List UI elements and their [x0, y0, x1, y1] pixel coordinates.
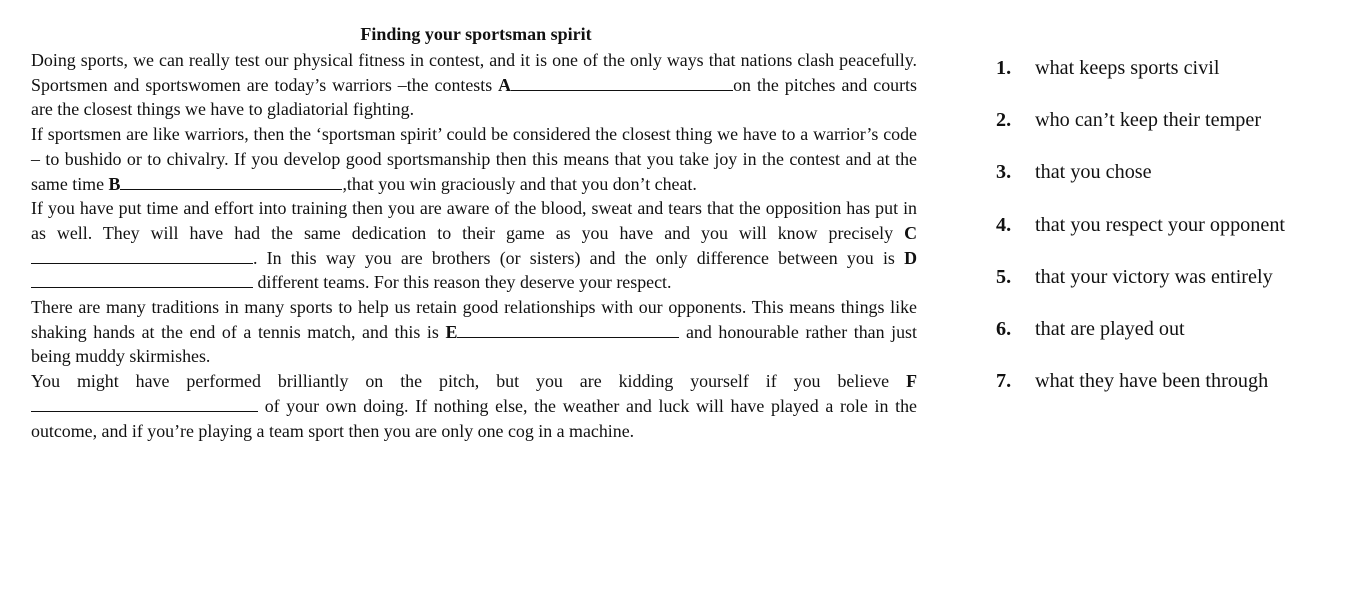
option-item: [996, 264, 1346, 316]
paragraph-text: You might have performed brilliantly on the pitch, but you are kidding yourself if you believe: [31, 371, 907, 392]
option-number: 6.: [996, 317, 1012, 340]
paragraph-text: on the pitches and courts are the closest things we have to gladiatorial fighting.: [31, 74, 917, 120]
gap-blank-d[interactable]: [31, 270, 253, 288]
option-text: that you chose: [1035, 161, 1152, 184]
gap-blank-b[interactable]: [120, 172, 342, 190]
option-text: that your victory was entirely: [1035, 265, 1273, 288]
paragraph-4: [31, 295, 917, 369]
gap-label-c: C: [904, 222, 917, 243]
gap-label-b: B: [108, 173, 121, 194]
paragraph-text: If you have put time and effort into training then you are aware of the blood, sweat and tears that the opposition has put in as well. They will have had the same dedication to their game as you have and you will know precisely: [31, 198, 917, 243]
option-item: [996, 316, 1346, 368]
option-item: [996, 212, 1346, 264]
paragraph-text: Doing sports, we can really test our physical fitness in contest, and it is one of the only ways that nations clash peacefully. Sportsmen and sportswomen are today’s warriors –the contests: [31, 50, 917, 95]
paragraph-text: There are many traditions in many sports to help us retain good relationships with our opponents. This means things like shaking hands at the end of a tennis match, and this is: [31, 297, 917, 342]
options-list: [996, 55, 1346, 420]
option-number: 7.: [996, 370, 1012, 393]
option-number: 2.: [996, 109, 1012, 132]
gap-blank-c[interactable]: [31, 246, 253, 264]
option-item: [996, 55, 1346, 107]
gap-blank-e[interactable]: [457, 320, 679, 338]
article-title: Finding your sportsman spirit: [360, 24, 592, 44]
paragraph-2: [31, 122, 917, 196]
paragraph-text: . In this way you are brothers (or sisters) and the only difference between you is: [253, 247, 905, 268]
option-item: [996, 107, 1346, 159]
option-text: that you respect your opponent: [1035, 213, 1286, 236]
paragraph-text: ,that you win graciously and that you don’t cheat.: [342, 173, 697, 194]
option-text: who can’t keep their temper: [1035, 109, 1262, 132]
gap-label-e: E: [445, 321, 458, 342]
article: [31, 23, 917, 443]
option-text: what they have been through: [1035, 370, 1269, 393]
gap-blank-f[interactable]: [31, 394, 258, 412]
gap-label-d: D: [904, 247, 917, 268]
option-number: 4.: [996, 213, 1012, 236]
option-text: what keeps sports civil: [1035, 57, 1220, 79]
gap-blank-a[interactable]: [511, 73, 733, 91]
option-text: that are played out: [1035, 317, 1185, 340]
paragraph-text: If sportsmen are like warriors, then the ‘sportsman spirit’ could be considered the closest thing we have to a warrior’s code – to bushido or to chivalry. If you develop good sportsmanship then this means that you take joy in the contest and at the same time: [31, 124, 917, 194]
paragraph-text: different teams. For this reason they deserve your respect.: [253, 272, 672, 293]
option-item: [996, 159, 1346, 211]
paragraph-5: [31, 369, 917, 443]
option-number: 3.: [996, 161, 1012, 184]
paragraph-text: and honourable rather than just being muddy skirmishes.: [31, 321, 917, 367]
option-number: 1.: [996, 57, 1012, 79]
paragraph-text: of your own doing. If nothing else, the weather and luck will have played a role in the outcome, and if you’re playing a team sport then you are only one cog in a machine.: [31, 395, 917, 441]
paragraph-1: [31, 48, 917, 122]
gap-label-f: F: [906, 371, 917, 392]
gap-label-a: A: [498, 74, 512, 95]
paragraph-3: [31, 196, 917, 295]
option-item: [996, 368, 1346, 420]
option-number: 5.: [996, 265, 1012, 288]
